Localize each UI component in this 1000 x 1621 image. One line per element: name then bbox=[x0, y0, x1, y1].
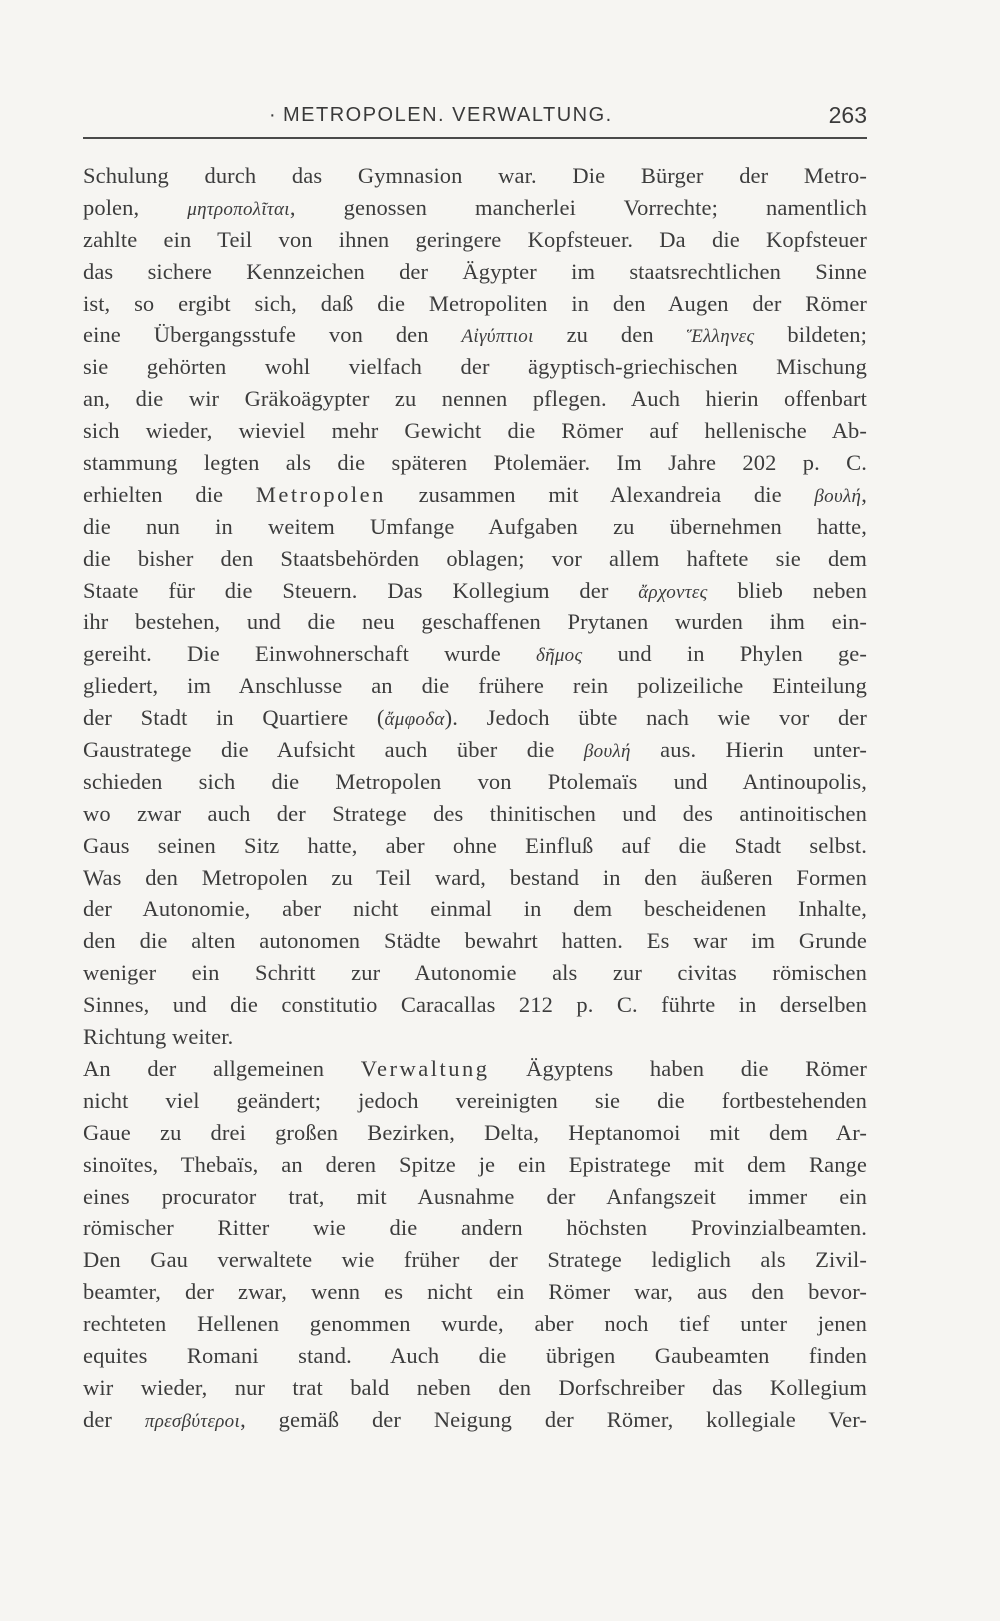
spaced-emphasis: Metropolen bbox=[255, 481, 386, 507]
text-line bbox=[83, 383, 867, 415]
text-segment: und in Phylen ge- bbox=[582, 641, 867, 667]
running-head bbox=[83, 100, 867, 134]
text-segment: sich wieder, wieviel mehr Gewicht die Römer auf hellenische Ab- bbox=[83, 418, 867, 444]
text-segment: ihr bestehen, und die neu geschaffenen Prytanen wurden ihm ein- bbox=[83, 609, 867, 635]
text-line bbox=[83, 447, 867, 479]
text-segment: Was den Metropolen zu Teil ward, bestand in den äußeren Formen bbox=[83, 864, 867, 890]
text-line bbox=[83, 638, 867, 670]
text-segment: das sichere Kennzeichen der Ägypter im staatsrechtlichen Sinne bbox=[83, 258, 867, 284]
text-segment: die bisher den Staatsbehörden oblagen; vor allem haftete sie dem bbox=[83, 545, 867, 571]
text-line bbox=[83, 415, 867, 447]
text-line bbox=[83, 670, 867, 702]
running-title: METROPOLEN. VERWALTUNG. bbox=[283, 104, 613, 126]
text-line bbox=[83, 1276, 867, 1308]
text-segment: der bbox=[83, 1406, 145, 1432]
text-segment: der Autonomie, aber nicht einmal in dem bescheidenen Inhalte, bbox=[83, 896, 867, 922]
text-line bbox=[83, 543, 867, 575]
text-segment: Gaustratege die Aufsicht auch über die bbox=[83, 737, 584, 763]
text-segment: wir wieder, nur trat bald neben den Dorfschreiber das Kollegium bbox=[83, 1374, 867, 1400]
text-segment: Richtung weiter. bbox=[83, 1024, 234, 1050]
text-segment: gliedert, im Anschlusse an die frühere rein polizeiliche Einteilung bbox=[83, 673, 867, 699]
greek-term: βουλή bbox=[814, 485, 862, 507]
header-dot: · bbox=[269, 104, 276, 126]
text-line bbox=[83, 1181, 867, 1213]
text-segment: beamter, der zwar, wenn es nicht ein Römer war, aus den bevor- bbox=[83, 1279, 867, 1305]
text-segment: An der allgemeinen bbox=[83, 1055, 361, 1081]
text-segment: schieden sich die Metropolen von Ptolemaïs und Antinoupolis, bbox=[83, 768, 867, 794]
text-line bbox=[83, 766, 867, 798]
text-line bbox=[83, 1021, 867, 1053]
text-line bbox=[83, 511, 867, 543]
text-segment: ). Jedoch übte nach wie vor der bbox=[444, 705, 867, 731]
text-segment: , genossen mancherlei Vorrechte; namentlich bbox=[289, 194, 867, 220]
text-segment: zu den bbox=[533, 322, 687, 348]
text-line bbox=[83, 1117, 867, 1149]
text-line bbox=[83, 192, 867, 224]
text-segment: Ägyptens haben die Römer bbox=[489, 1055, 867, 1081]
header-rule bbox=[83, 137, 867, 139]
text-segment: blieb neben bbox=[707, 577, 867, 603]
text-line bbox=[83, 1212, 867, 1244]
text-line bbox=[83, 702, 867, 734]
text-line bbox=[83, 1149, 867, 1181]
text-line bbox=[83, 575, 867, 607]
greek-term: βουλή bbox=[583, 741, 631, 763]
text-line bbox=[83, 1404, 867, 1436]
text-segment: zusammen mit Alexandreia die bbox=[385, 481, 815, 507]
text-line bbox=[83, 224, 867, 256]
text-segment: Sinnes, und die constitutio Caracallas 212 p. C. führte in derselben bbox=[83, 992, 867, 1018]
text-segment: den die alten autonomen Städte bewahrt hatten. Es war im Grunde bbox=[83, 928, 867, 954]
text-line bbox=[83, 862, 867, 894]
text-segment: eines procurator trat, mit Ausnahme der Anfangszeit immer ein bbox=[83, 1183, 867, 1209]
text-segment: zahlte ein Teil von ihnen geringere Kopfsteuer. Da die Kopfsteuer bbox=[83, 226, 867, 252]
text-line bbox=[83, 830, 867, 862]
body-text bbox=[83, 160, 867, 1436]
greek-term: ἄρχοντες bbox=[638, 581, 708, 603]
text-segment: gereiht. Die Einwohnerschaft wurde bbox=[83, 641, 536, 667]
greek-term: πρεσβύτεροι bbox=[144, 1410, 241, 1432]
text-line bbox=[83, 160, 867, 192]
text-segment: stammung legten als die späteren Ptolemäer. Im Jahre 202 p. C. bbox=[83, 450, 867, 476]
text-segment: ist, so ergibt sich, daß die Metropoliten in den Augen der Römer bbox=[83, 290, 867, 316]
text-line bbox=[83, 1340, 867, 1372]
text-segment: polen, bbox=[83, 194, 188, 220]
text-segment: der Stadt in Quartiere ( bbox=[83, 705, 385, 731]
text-line bbox=[83, 288, 867, 320]
text-line bbox=[83, 351, 867, 383]
text-line bbox=[83, 957, 867, 989]
text-line bbox=[83, 319, 867, 351]
text-line bbox=[83, 606, 867, 638]
text-segment: rechteten Hellenen genommen wurde, aber noch tief unter jenen bbox=[83, 1311, 867, 1337]
text-line bbox=[83, 1053, 867, 1085]
greek-term: Ἕλληνες bbox=[686, 326, 755, 348]
text-segment: Den Gau verwaltete wie früher der Stratege lediglich als Zivil- bbox=[83, 1247, 867, 1273]
page-number: 263 bbox=[828, 102, 867, 128]
text-segment: weniger ein Schritt zur Autonomie als zur civitas römischen bbox=[83, 960, 867, 986]
text-segment: Gaue zu drei großen Bezirken, Delta, Heptanomoi mit dem Ar- bbox=[83, 1119, 867, 1145]
text-segment: Gaus seinen Sitz hatte, aber ohne Einfluß auf die Stadt selbst. bbox=[83, 832, 867, 858]
text-segment: , bbox=[861, 481, 867, 507]
text-segment: erhielten die bbox=[83, 481, 256, 507]
greek-term: ἄμφοδα bbox=[384, 709, 445, 731]
text-segment: Staate für die Steuern. Das Kollegium der bbox=[83, 577, 639, 603]
text-line bbox=[83, 1372, 867, 1404]
greek-term: μητροπολῖται bbox=[187, 198, 290, 220]
text-segment: sinoïtes, Thebaïs, an deren Spitze je ein Epistratege mit dem Range bbox=[83, 1151, 867, 1177]
text-line bbox=[83, 1244, 867, 1276]
spaced-emphasis: Verwaltung bbox=[360, 1055, 490, 1081]
text-line bbox=[83, 734, 867, 766]
text-line bbox=[83, 893, 867, 925]
text-segment: , gemäß der Neigung der Römer, kollegiale Ver- bbox=[240, 1406, 867, 1432]
text-segment: nicht viel geändert; jedoch vereinigten sie die fortbestehenden bbox=[83, 1087, 867, 1113]
text-line bbox=[83, 798, 867, 830]
text-line bbox=[83, 1308, 867, 1340]
text-segment: aus. Hierin unter- bbox=[630, 737, 867, 763]
text-segment: Schulung durch das Gymnasion war. Die Bürger der Metro- bbox=[83, 163, 867, 188]
text-line bbox=[83, 256, 867, 288]
text-segment: sie gehörten wohl vielfach der ägyptisch-griechischen Mischung bbox=[83, 354, 867, 380]
text-segment: römischer Ritter wie die andern höchsten Provinzialbeamten. bbox=[83, 1215, 867, 1241]
text-segment: eine Übergangsstufe von den bbox=[83, 322, 462, 348]
text-segment: equites Romani stand. Auch die übrigen Gaubeamten finden bbox=[83, 1342, 867, 1368]
greek-term: Αἰγύπτιοι bbox=[461, 326, 534, 348]
text-line bbox=[83, 925, 867, 957]
text-line bbox=[83, 1085, 867, 1117]
text-segment: bildeten; bbox=[754, 322, 867, 348]
text-segment: wo zwar auch der Stratege des thinitischen und des antinoitischen bbox=[83, 800, 867, 826]
greek-term: δῆμος bbox=[535, 645, 583, 667]
text-segment: die nun in weitem Umfange Aufgaben zu übernehmen hatte, bbox=[83, 513, 867, 539]
text-line bbox=[83, 479, 867, 511]
text-line bbox=[83, 989, 867, 1021]
text-segment: an, die wir Gräkoägypter zu nennen pflegen. Auch hierin offenbart bbox=[83, 386, 867, 412]
